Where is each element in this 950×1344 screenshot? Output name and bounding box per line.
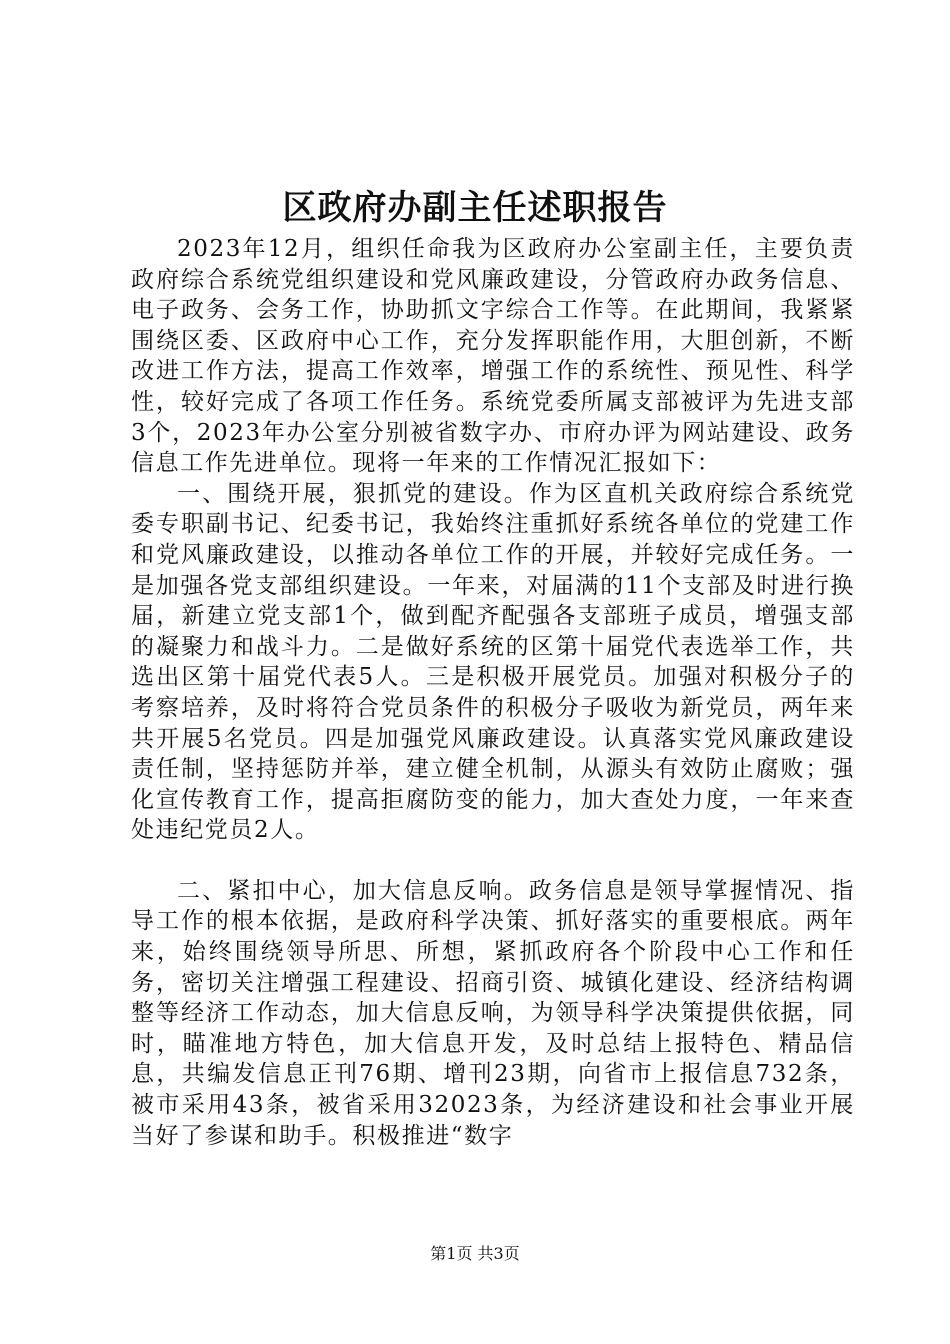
document-title: 区政府办副主任述职报告 xyxy=(282,188,668,228)
document-body xyxy=(131,234,855,1151)
paragraph-party-building: 一、围绕开展，狠抓党的建设。作为区直机关政府综合系统党委专职副书记、纪委书记，我始终注重抓好系统各单位的党建工作和党风廉政建设，以推动各单位工作的开展，并较好完成任务。一是加强各党支部组织建设。一年来，对届满的11个支部及时进行换届，新建立党支部1个，做到配齐配强各支部班子成员，增强支部的凝聚力和战斗力。二是做好系统的区第十届党代表选举工作，共选出区第十届党代表5人。三是积极开展党员。加强对积极分子的考察培养，及时将符合党员条件的积极分子吸收为新党员，两年来共开展5名党员。四是加强党风廉政建设。认真落实党风廉政建设责任制，坚持惩防并举，建立健全机制，从源头有效防止腐败；强化宣传教育工作，提高拒腐防变的能力，加大查处力度，一年来查处违纪党员2人。 xyxy=(131,480,855,844)
paragraph-information-work: 二、紧扣中心，加大信息反响。政务信息是领导掌握情况、指导工作的根本依据，是政府科学决策、抓好落实的重要根底。两年来，始终围绕领导所思、所想，紧抓政府各个阶段中心工作和任务，密切关注增强工程建设、招商引资、城镇化建设、经济结构调整等经济工作动态，加大信息反响，为领导科学决策提供依据，同时，瞄准地方特色，加大信息开发，及时总结上报特色、精品信息，共编发信息正刊76期、增刊23期，向省市上报信息732条，被市采用43条，被省采用32023条，为经济建设和社会事业开展当好了参谋和助手。积极推进“数字 xyxy=(131,877,855,1149)
page-number-footer: 第1页 共3页 xyxy=(430,1244,520,1263)
paragraph-intro: 2023年12月，组织任命我为区政府办公室副主任，主要负责政府综合系统党组织建设和党风廉政建设，分管政府办政务信息、电子政务、会务工作，协助抓文字综合工作等。在此期间，我紧紧围绕区委、区政府中心工作，充分发挥职能作用，大胆创新，不断改进工作方法，提高工作效率，增强工作的系统性、预见性、科学性，较好完成了各项工作任务。系统党委所属支部被评为先进支部3个，2023年办公室分别被省数字办、市府办评为网站建设、政务信息工作先进单位。现将一年来的工作情况汇报如下： xyxy=(131,236,855,477)
